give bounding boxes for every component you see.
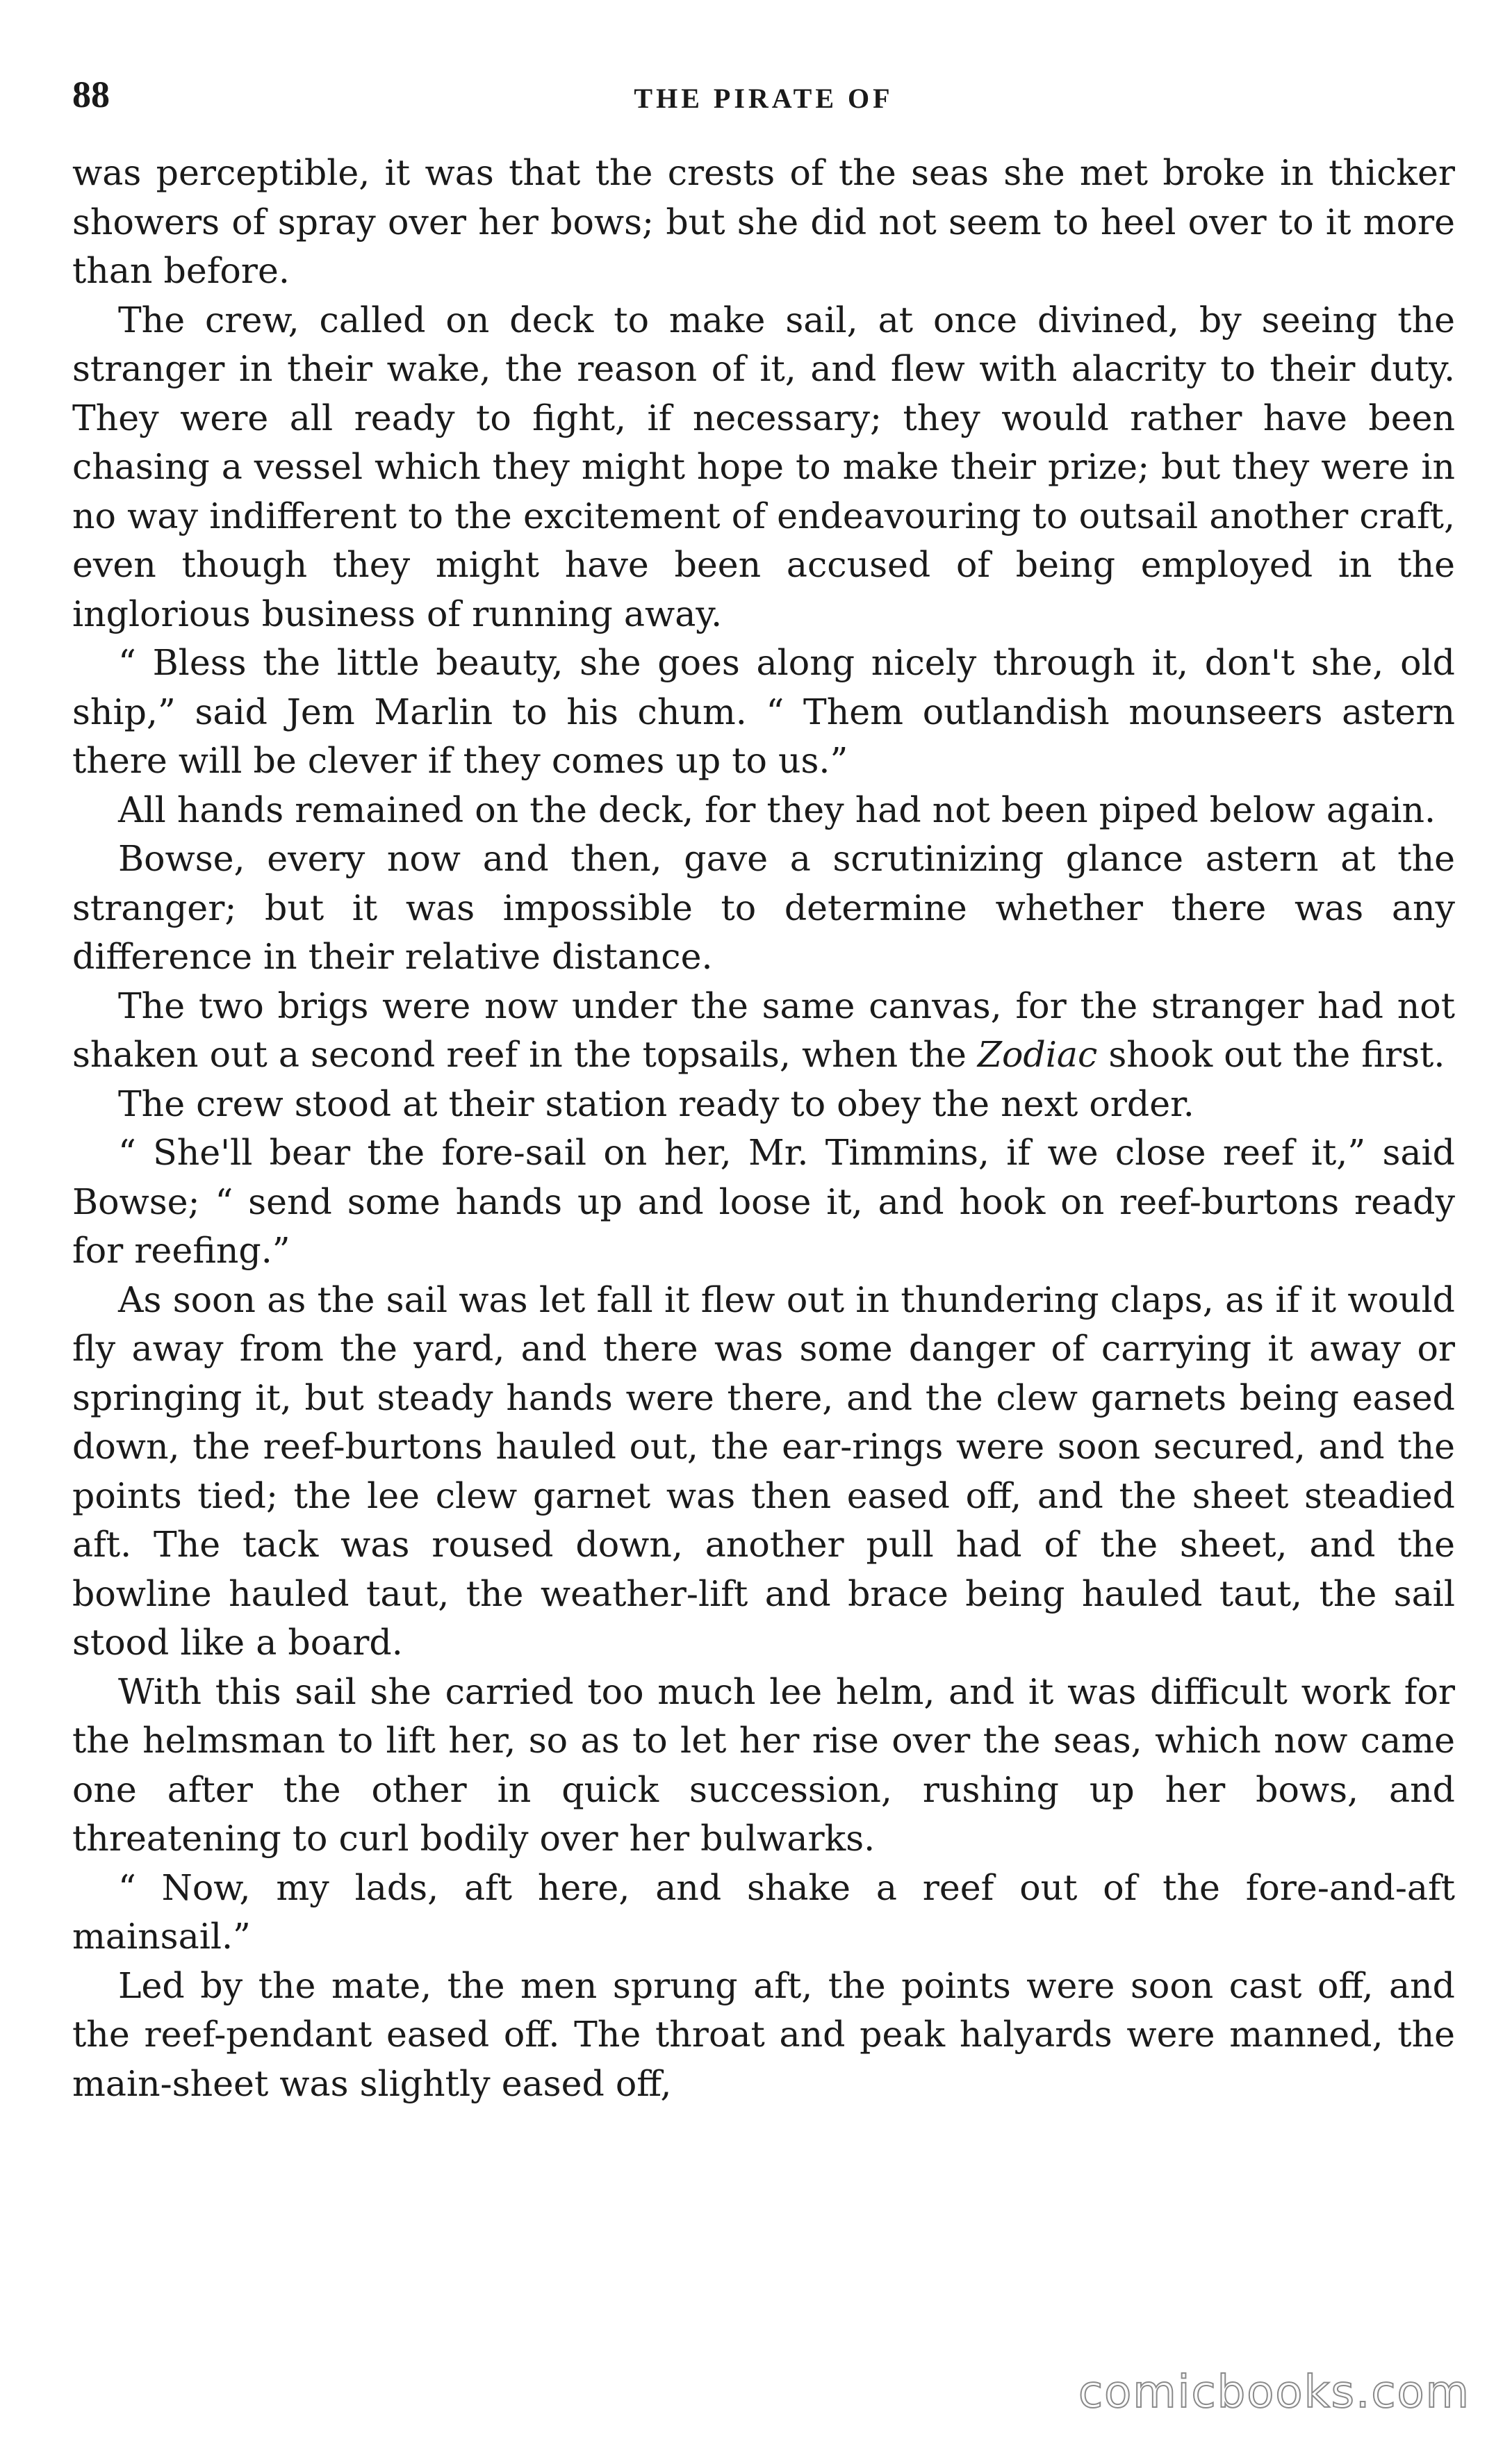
paragraph: As soon as the sail was let fall it flew out in thundering claps, as if it would fly away from the yard, and there was some danger of carrying it away or springing it, but steady hands were there, and the clew garnets being eased down, the reef-burtons hauled out, the ear-rings were soon secured, and the points tied; the lee clew garnet was then eased off, and the sheet steadied aft. The tack was roused down, another pull had of the sheet, and the bowline hauled taut, the weather-lift and brace being hauled taut, the sail stood like a board. xyxy=(72,1279,1455,1663)
paragraph: The crew, called on deck to make sail, at once divined, by seeing the stranger in their wake, the reason of it, and flew with alacrity to their duty. They were all ready to fight, if necessary; they would rather have been chasing a vessel which they might hope to make their prize; but they were in no way indifferent to the excitement of endeavouring to outsail another craft, even though they might have been accused of being employed in the inglorious business of running away. xyxy=(72,299,1455,634)
paragraph xyxy=(72,982,1455,1080)
paragraph: “ Now, my lads, aft here, and shake a reef out of the fore-and-aft mainsail.” xyxy=(72,1866,1455,1957)
body-text xyxy=(72,149,1455,2108)
running-title: THE PIRATE OF xyxy=(634,83,894,114)
paragraph: “ Bless the little beauty, she goes along nicely through it, don't she, old ship,” said Jem Marlin to his chum. “ Them outlandish mounseers astern there will be clever if they comes up to us.” xyxy=(72,642,1455,781)
paragraph: With this sail she carried too much lee helm, and it was difficult work for the helmsman to lift her, so as to let her rise over the seas, which now came one after the other in quick succession, rushing up her bows, and threatening to curl bodily over her bulwarks. xyxy=(72,1671,1455,1859)
paragraph: All hands remained on the deck, for they had not been piped below again. xyxy=(118,789,1436,830)
paragraph-text-before: The two brigs were now under the same canvas, for the stranger had not shaken out a second reef in the topsails, when the xyxy=(72,985,1455,1075)
paragraph-text-after: shook out the first. xyxy=(1097,1034,1445,1075)
page-number: 88 xyxy=(72,74,110,115)
paragraph: Bowse, every now and then, gave a scrutinizing glance astern at the stranger; but it was impossible to determine whether there was any difference in their relative distance. xyxy=(72,838,1455,977)
ship-name: Zodiac xyxy=(977,1034,1098,1075)
paragraph: The crew stood at their station ready to obey the next order. xyxy=(118,1083,1194,1124)
paragraph: was perceptible, it was that the crests of the seas she met broke in thicker showers of spray over her bows; but she did not seem to heel over to it more than before. xyxy=(72,152,1455,291)
page-header xyxy=(72,67,1455,136)
paragraph: “ She'll bear the fore-sail on her, Mr. Timmins, if we close reef it,” said Bowse; “ send some hands up and loose it, and hook on reef-burtons ready for reefing.” xyxy=(72,1132,1455,1271)
watermark: comicbooks.com xyxy=(1078,2367,1470,2418)
paragraph: Led by the mate, the men sprung aft, the points were soon cast off, and the reef-pendant eased off. The throat and peak halyards were manned, the main-sheet was slightly eased off, xyxy=(72,1964,1455,2104)
